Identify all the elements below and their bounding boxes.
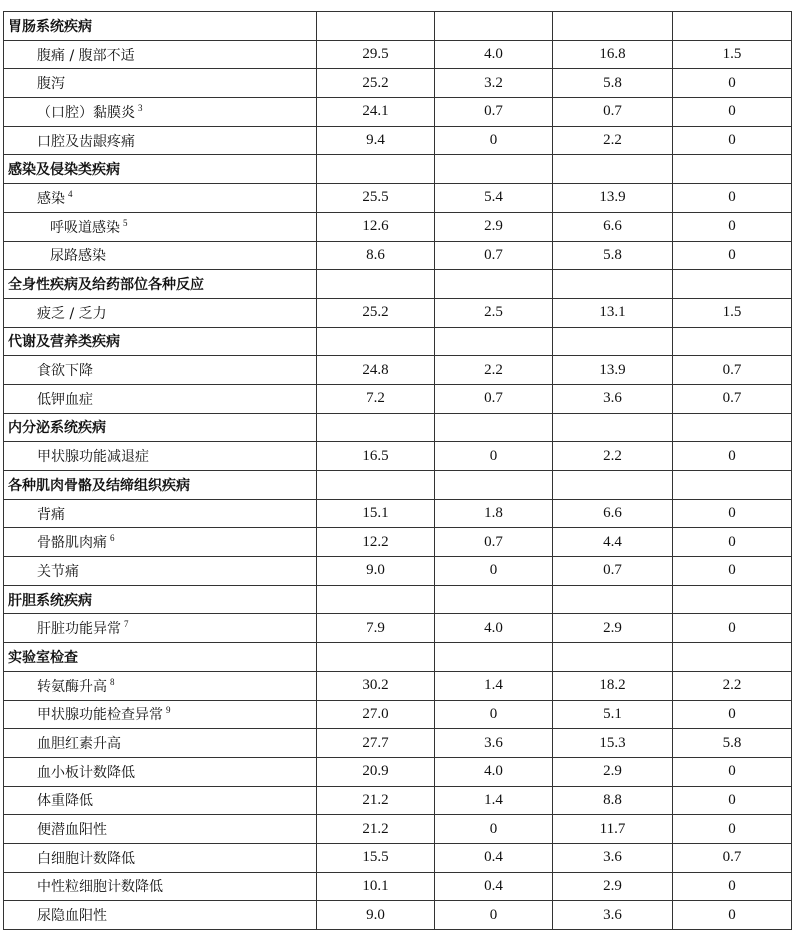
value-cell-2: 3.6: [435, 729, 553, 758]
row-label: [4, 671, 317, 700]
row-label: [4, 843, 317, 872]
footnote-marker: 5: [123, 217, 128, 228]
value-cell-3: 16.8: [553, 40, 673, 69]
row-label: [4, 786, 317, 815]
value-cell-3: [553, 12, 673, 41]
label-text: 实验室检查: [8, 649, 78, 666]
row-label: [4, 126, 317, 155]
row-label: [4, 356, 317, 385]
row-label: [4, 815, 317, 844]
label-text: 疲乏 / 乏力: [37, 305, 107, 322]
category-row: [4, 643, 792, 672]
value-cell-1: 15.1: [317, 499, 435, 528]
value-cell-3: [553, 270, 673, 299]
value-cell-3: 13.9: [553, 184, 673, 213]
table-row: [4, 356, 792, 385]
value-cell-3: 18.2: [553, 671, 673, 700]
value-cell-4: 0: [673, 901, 792, 930]
value-cell-1: [317, 12, 435, 41]
value-cell-2: 2.9: [435, 212, 553, 241]
table-row: [4, 499, 792, 528]
value-cell-2: 0: [435, 815, 553, 844]
value-cell-1: 27.0: [317, 700, 435, 729]
value-cell-2: [435, 413, 553, 442]
value-cell-3: 2.9: [553, 872, 673, 901]
value-cell-2: 3.2: [435, 69, 553, 98]
footnote-marker: 9: [166, 705, 171, 716]
value-cell-4: [673, 327, 792, 356]
value-cell-2: 4.0: [435, 757, 553, 786]
label-text: 白细胞计数降低: [37, 850, 135, 867]
value-cell-1: 21.2: [317, 786, 435, 815]
value-cell-4: 0: [673, 184, 792, 213]
footnote-marker: 3: [138, 102, 143, 113]
label-text: 肝脏功能异常: [37, 621, 121, 638]
footnote-marker: 7: [124, 619, 129, 630]
label-text: 呼吸道感染: [50, 219, 120, 236]
value-cell-4: [673, 585, 792, 614]
value-cell-1: [317, 585, 435, 614]
value-cell-4: 0: [673, 69, 792, 98]
value-cell-1: 30.2: [317, 671, 435, 700]
label-text: 感染: [37, 190, 65, 207]
value-cell-1: 25.2: [317, 69, 435, 98]
footnote-marker: 4: [68, 188, 73, 199]
value-cell-4: 0.7: [673, 356, 792, 385]
value-cell-3: 2.2: [553, 442, 673, 471]
value-cell-1: 16.5: [317, 442, 435, 471]
value-cell-2: 0: [435, 700, 553, 729]
row-label: [4, 184, 317, 213]
value-cell-1: 15.5: [317, 843, 435, 872]
value-cell-4: 0: [673, 98, 792, 127]
value-cell-4: [673, 471, 792, 500]
label-text: 各种肌肉骨骼及结缔组织疾病: [8, 477, 190, 494]
value-cell-4: 0: [673, 757, 792, 786]
value-cell-3: 6.6: [553, 212, 673, 241]
value-cell-4: 0: [673, 614, 792, 643]
value-cell-2: 0: [435, 557, 553, 586]
value-cell-1: 10.1: [317, 872, 435, 901]
table-row: [4, 69, 792, 98]
label-text: 低钾血症: [37, 391, 93, 408]
value-cell-2: 0.7: [435, 528, 553, 557]
value-cell-4: 0: [673, 700, 792, 729]
value-cell-3: 3.6: [553, 843, 673, 872]
row-label: [4, 241, 317, 270]
value-cell-1: 7.2: [317, 384, 435, 413]
label-text: 内分泌系统疾病: [8, 420, 106, 437]
table-row: [4, 614, 792, 643]
table-row: [4, 241, 792, 270]
value-cell-2: 1.8: [435, 499, 553, 528]
category-label: [4, 471, 317, 500]
value-cell-3: 2.9: [553, 757, 673, 786]
table-row: [4, 212, 792, 241]
value-cell-1: 9.0: [317, 557, 435, 586]
value-cell-2: 1.4: [435, 671, 553, 700]
value-cell-3: 2.2: [553, 126, 673, 155]
value-cell-2: 2.2: [435, 356, 553, 385]
value-cell-3: [553, 155, 673, 184]
value-cell-2: 5.4: [435, 184, 553, 213]
label-text: 代谢及营养类疾病: [8, 334, 120, 351]
value-cell-4: 1.5: [673, 298, 792, 327]
label-text: 骨骼肌肉痛: [37, 535, 107, 552]
row-label: [4, 729, 317, 758]
value-cell-3: [553, 413, 673, 442]
label-text: 中性粒细胞计数降低: [37, 879, 163, 896]
value-cell-3: 8.8: [553, 786, 673, 815]
label-text: 血小板计数降低: [37, 764, 135, 781]
value-cell-4: 0: [673, 212, 792, 241]
category-row: [4, 471, 792, 500]
label-text: 关节痛: [37, 563, 79, 580]
row-label: [4, 499, 317, 528]
value-cell-3: [553, 643, 673, 672]
label-text: 感染及侵染类疾病: [8, 162, 120, 179]
value-cell-1: [317, 327, 435, 356]
value-cell-4: 0: [673, 442, 792, 471]
value-cell-3: 5.8: [553, 69, 673, 98]
table-row: [4, 184, 792, 213]
category-label: [4, 327, 317, 356]
category-label: [4, 12, 317, 41]
row-label: [4, 212, 317, 241]
value-cell-1: 9.0: [317, 901, 435, 930]
value-cell-3: [553, 327, 673, 356]
table-row: [4, 671, 792, 700]
value-cell-1: 27.7: [317, 729, 435, 758]
table-row: [4, 872, 792, 901]
row-label: [4, 528, 317, 557]
table-row: [4, 729, 792, 758]
value-cell-2: [435, 471, 553, 500]
value-cell-2: [435, 270, 553, 299]
value-cell-2: 2.5: [435, 298, 553, 327]
value-cell-3: 2.9: [553, 614, 673, 643]
value-cell-3: [553, 585, 673, 614]
table-row: [4, 843, 792, 872]
label-text: 甲状腺功能检查异常: [37, 707, 163, 724]
value-cell-1: [317, 471, 435, 500]
value-cell-3: 0.7: [553, 98, 673, 127]
value-cell-4: 1.5: [673, 40, 792, 69]
value-cell-3: 5.8: [553, 241, 673, 270]
row-label: [4, 872, 317, 901]
table-row: [4, 901, 792, 930]
value-cell-1: 24.1: [317, 98, 435, 127]
table-body: [4, 12, 792, 930]
value-cell-3: 5.1: [553, 700, 673, 729]
value-cell-3: 6.6: [553, 499, 673, 528]
value-cell-3: 15.3: [553, 729, 673, 758]
category-row: [4, 270, 792, 299]
category-label: [4, 155, 317, 184]
value-cell-1: [317, 155, 435, 184]
value-cell-2: 0.4: [435, 843, 553, 872]
value-cell-2: [435, 327, 553, 356]
value-cell-1: [317, 643, 435, 672]
value-cell-4: 0: [673, 499, 792, 528]
label-text: 转氨酶升高: [37, 678, 107, 695]
category-row: [4, 155, 792, 184]
value-cell-1: 12.6: [317, 212, 435, 241]
row-label: [4, 700, 317, 729]
row-label: [4, 40, 317, 69]
table-row: [4, 557, 792, 586]
value-cell-2: 4.0: [435, 614, 553, 643]
row-label: [4, 442, 317, 471]
category-row: [4, 413, 792, 442]
row-label: [4, 298, 317, 327]
label-text: 腹泻: [37, 76, 65, 93]
category-label: [4, 585, 317, 614]
table-row: [4, 700, 792, 729]
value-cell-4: 0: [673, 815, 792, 844]
value-cell-3: 13.1: [553, 298, 673, 327]
value-cell-3: [553, 471, 673, 500]
label-text: 肝胆系统疾病: [8, 592, 92, 609]
table-row: [4, 126, 792, 155]
value-cell-4: [673, 12, 792, 41]
value-cell-3: 13.9: [553, 356, 673, 385]
value-cell-1: 9.4: [317, 126, 435, 155]
category-row: [4, 327, 792, 356]
row-label: [4, 614, 317, 643]
value-cell-1: 29.5: [317, 40, 435, 69]
table-row: [4, 442, 792, 471]
value-cell-1: 24.8: [317, 356, 435, 385]
value-cell-4: [673, 270, 792, 299]
value-cell-3: 3.6: [553, 901, 673, 930]
value-cell-4: [673, 643, 792, 672]
category-label: [4, 413, 317, 442]
table-row: [4, 98, 792, 127]
row-label: [4, 757, 317, 786]
label-text: 血胆红素升高: [37, 736, 121, 753]
value-cell-3: 3.6: [553, 384, 673, 413]
label-text: 背痛: [37, 506, 65, 523]
value-cell-3: 0.7: [553, 557, 673, 586]
row-label: [4, 98, 317, 127]
value-cell-2: [435, 643, 553, 672]
label-text: 便潜血阳性: [37, 822, 107, 839]
value-cell-1: 20.9: [317, 757, 435, 786]
category-label: [4, 643, 317, 672]
label-text: 胃肠系统疾病: [8, 18, 92, 35]
value-cell-1: 21.2: [317, 815, 435, 844]
value-cell-2: 0.4: [435, 872, 553, 901]
value-cell-3: 4.4: [553, 528, 673, 557]
table-row: [4, 815, 792, 844]
table-row: [4, 384, 792, 413]
value-cell-2: 1.4: [435, 786, 553, 815]
table-row: [4, 298, 792, 327]
category-label: [4, 270, 317, 299]
value-cell-2: 4.0: [435, 40, 553, 69]
value-cell-2: 0.7: [435, 384, 553, 413]
label-text: 甲状腺功能减退症: [37, 449, 149, 466]
label-text: 口腔及齿龈疼痛: [37, 133, 135, 150]
value-cell-1: [317, 413, 435, 442]
category-row: [4, 585, 792, 614]
label-text: （口腔）黏膜炎: [37, 104, 135, 121]
label-text: 食欲下降: [37, 363, 93, 380]
footnote-marker: 8: [110, 676, 115, 687]
row-label: [4, 901, 317, 930]
value-cell-4: 0: [673, 557, 792, 586]
value-cell-4: 2.2: [673, 671, 792, 700]
table-row: [4, 786, 792, 815]
value-cell-1: 25.2: [317, 298, 435, 327]
label-text: 体重降低: [37, 793, 93, 810]
value-cell-1: 12.2: [317, 528, 435, 557]
table-row: [4, 528, 792, 557]
value-cell-1: 8.6: [317, 241, 435, 270]
value-cell-2: 0: [435, 126, 553, 155]
value-cell-4: 0: [673, 872, 792, 901]
value-cell-1: 7.9: [317, 614, 435, 643]
value-cell-2: 0: [435, 901, 553, 930]
value-cell-2: 0: [435, 442, 553, 471]
value-cell-2: [435, 585, 553, 614]
value-cell-4: 0: [673, 786, 792, 815]
value-cell-2: 0.7: [435, 241, 553, 270]
label-text: 腹痛 / 腹部不适: [37, 47, 135, 64]
value-cell-4: [673, 413, 792, 442]
adverse-reactions-table: [3, 11, 792, 930]
table-row: [4, 757, 792, 786]
row-label: [4, 557, 317, 586]
value-cell-2: 0.7: [435, 98, 553, 127]
value-cell-1: 25.5: [317, 184, 435, 213]
value-cell-3: 11.7: [553, 815, 673, 844]
value-cell-4: [673, 155, 792, 184]
row-label: [4, 384, 317, 413]
value-cell-4: 0: [673, 126, 792, 155]
footnote-marker: 6: [110, 533, 115, 544]
label-text: 全身性疾病及给药部位各种反应: [8, 277, 204, 294]
table-row: [4, 40, 792, 69]
value-cell-2: [435, 12, 553, 41]
value-cell-4: 0.7: [673, 384, 792, 413]
value-cell-4: 0: [673, 528, 792, 557]
value-cell-4: 0: [673, 241, 792, 270]
label-text: 尿路感染: [50, 248, 106, 265]
label-text: 尿隐血阳性: [37, 908, 107, 925]
value-cell-4: 0.7: [673, 843, 792, 872]
category-row: [4, 12, 792, 41]
value-cell-4: 5.8: [673, 729, 792, 758]
row-label: [4, 69, 317, 98]
value-cell-2: [435, 155, 553, 184]
value-cell-1: [317, 270, 435, 299]
